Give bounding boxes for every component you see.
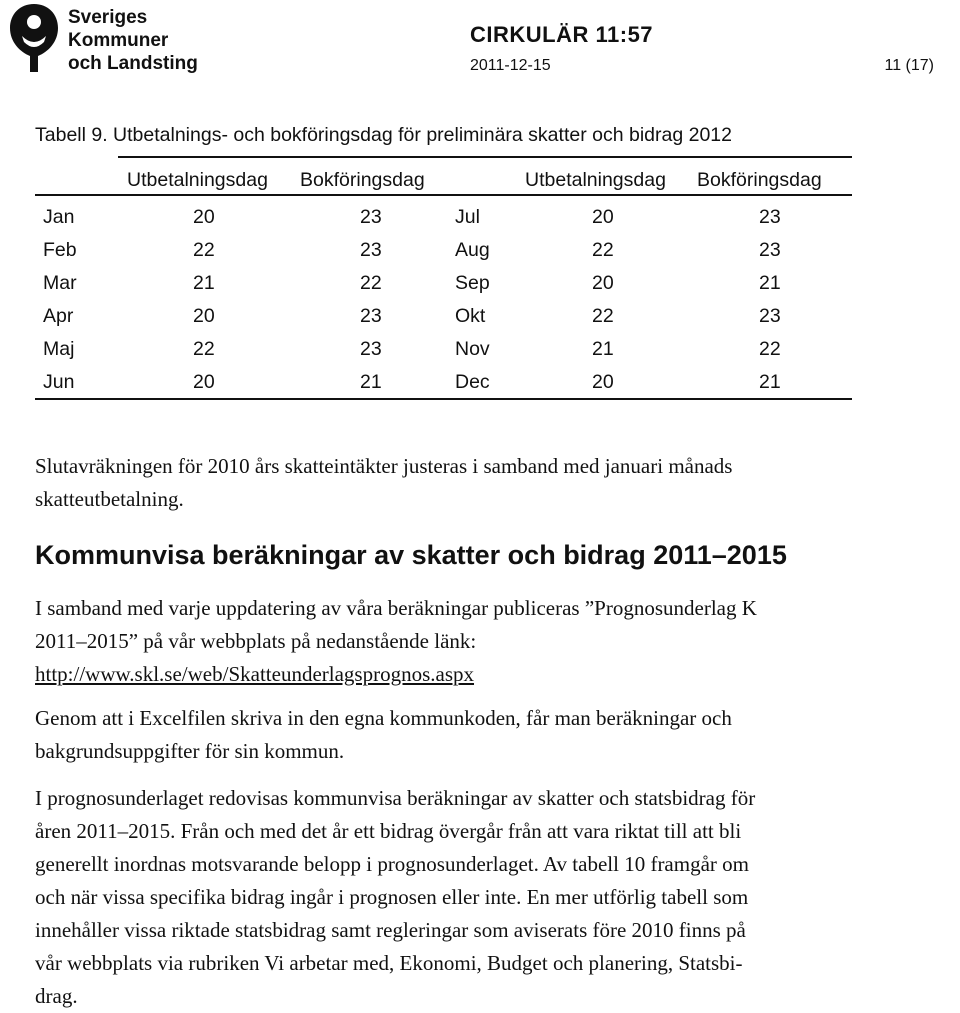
table-row [0,206,960,239]
text-line: generellt inordnas motsvarande belopp i prognosunderlaget. Av tabell 10 framgår om [35,852,749,876]
utbetalningsdag-2: 20 [592,206,614,228]
month-1: Apr [43,305,74,327]
text-line: vår webbplats via rubriken Vi arbetar med, Ekonomi, Budget och planering, Statsbi- [35,951,743,975]
text-line: innehåller vissa riktade statsbidrag samt regleringar som aviserats före 2010 finns på [35,918,746,942]
month-2: Nov [455,338,490,360]
table-row [0,239,960,272]
month-1: Feb [43,239,77,261]
month-2: Okt [455,305,486,327]
bokforingsdag-1: 21 [360,371,382,393]
text-line: I prognosunderlaget redovisas kommunvisa beräkningar av skatter och statsbidrag för [35,786,756,810]
bokforingsdag-1: 23 [360,239,382,261]
utbetalningsdag-1: 20 [193,371,215,393]
table-caption: Tabell 9. Utbetalnings- och bokföringsdag för preliminära skatter och bidrag 2012 [35,124,732,146]
utbetalningsdag-2: 22 [592,239,614,261]
bokforingsdag-2: 23 [759,305,781,327]
utbetalningsdag-2: 21 [592,338,614,360]
month-1: Jan [43,206,75,228]
table-header-rule [35,194,852,196]
col-head-utbetalningsdag-2: Utbetalningsdag [525,169,666,191]
utbetalningsdag-2: 22 [592,305,614,327]
utbetalningsdag-1: 20 [193,206,215,228]
text-line: och när vissa specifika bidrag ingår i prognosen eller inte. En mer utförlig tabell som [35,885,749,909]
text-line: bakgrundsuppgifter för sin kommun. [35,739,345,763]
col-head-bokforingsdag-1: Bokföringsdag [300,169,425,191]
text-line: skatteutbetalning. [35,487,184,511]
bokforingsdag-1: 22 [360,272,382,294]
month-1: Maj [43,338,75,360]
paragraph-prognosunderlag [35,592,940,691]
text-line: Slutavräkningen för 2010 års skatteintäkter justeras i samband med januari månads [35,454,733,478]
bokforingsdag-1: 23 [360,206,382,228]
circular-date: 2011-12-15 [470,57,551,74]
col-head-utbetalningsdag-1: Utbetalningsdag [127,169,268,191]
month-2: Aug [455,239,490,261]
utbetalningsdag-2: 20 [592,371,614,393]
text-line: Genom att i Excelfilen skriva in den egna kommunkoden, får man beräkningar och [35,706,732,730]
bokforingsdag-2: 21 [759,272,781,294]
month-2: Dec [455,371,490,393]
table-row [0,305,960,338]
prognos-link[interactable]: http://www.skl.se/web/Skatteunderlagsprognos.aspx [35,662,475,686]
logo-line-1: Sveriges [68,7,148,28]
section-heading: Kommunvisa beräkningar av skatter och bidrag 2011–2015 [35,540,787,570]
month-1: Jun [43,371,75,393]
paragraph-slutavrakning [35,450,940,516]
text-line: drag. [35,984,78,1008]
bokforingsdag-2: 23 [759,206,781,228]
utbetalningsdag-1: 21 [193,272,215,294]
bokforingsdag-1: 23 [360,338,382,360]
skl-logo-icon [4,2,64,74]
utbetalningsdag-1: 22 [193,338,215,360]
month-2: Sep [455,272,490,294]
bokforingsdag-1: 23 [360,305,382,327]
text-line: åren 2011–2015. Från och med det år ett bidrag övergår från att vara riktat till att bli [35,819,742,843]
bokforingsdag-2: 23 [759,239,781,261]
utbetalningsdag-1: 22 [193,239,215,261]
month-1: Mar [43,272,77,294]
text-line: I samband med varje uppdatering av våra beräkningar publiceras ”Prognosunderlag K [35,596,757,620]
text-line: 2011–2015” på vår webbplats på nedanstående länk: [35,629,477,653]
circular-title: CIRKULÄR 11:57 [470,22,654,47]
logo-line-2: Kommuner [68,30,169,51]
bokforingsdag-2: 22 [759,338,781,360]
paragraph-statsbidrag [35,782,940,1013]
logo [0,0,200,80]
utbetalningsdag-1: 20 [193,305,215,327]
bokforingsdag-2: 21 [759,371,781,393]
table-row [0,272,960,305]
month-2: Jul [455,206,480,228]
table-row [0,338,960,371]
table-bottom-rule [35,398,852,400]
page-number: 11 (17) [884,57,934,74]
utbetalningsdag-2: 20 [592,272,614,294]
paragraph-excelfil [35,702,940,768]
logo-line-3: och Landsting [68,53,198,74]
col-head-bokforingsdag-2: Bokföringsdag [697,169,822,191]
table-top-rule [118,156,852,158]
